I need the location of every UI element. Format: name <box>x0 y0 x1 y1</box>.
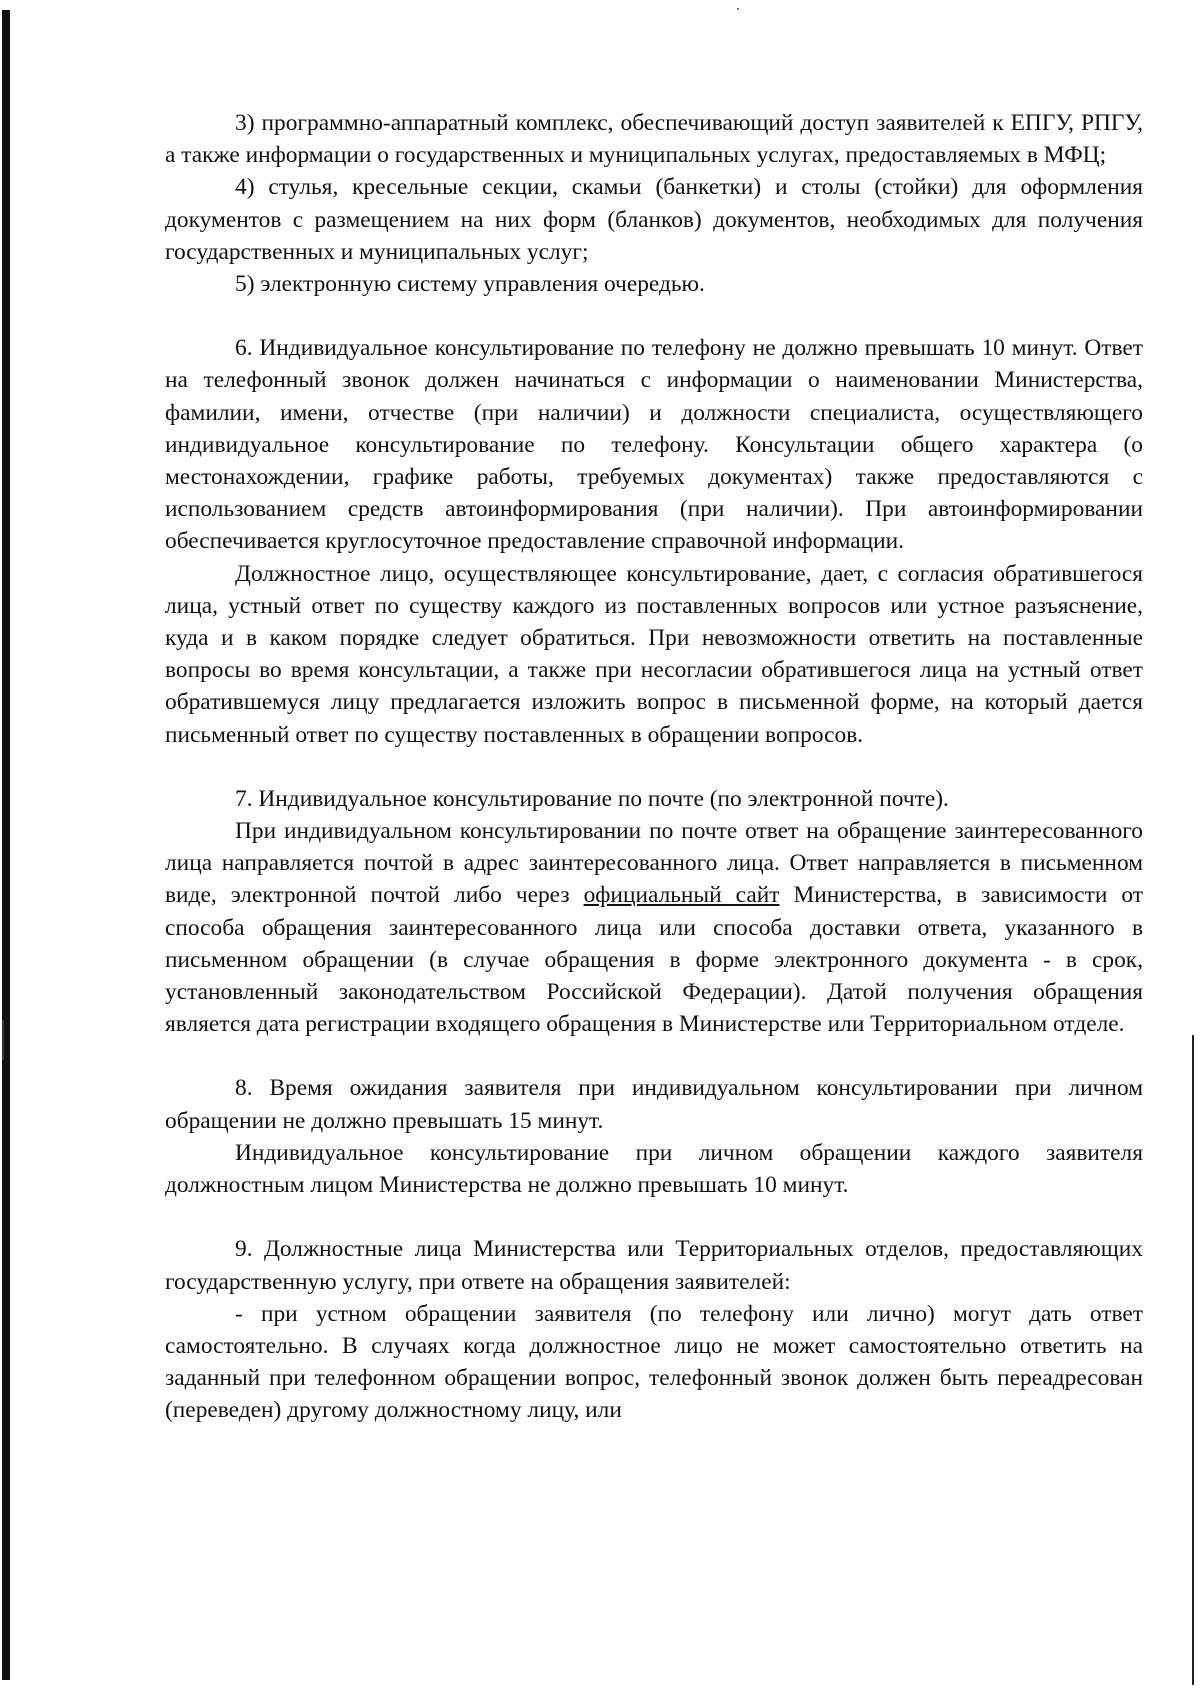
mail-text-after: Министерства, в зависимости от способа обращения заинтересованного лица или способа доставки ответа, указанного в письменном обращении (в случае обращения в форме электронного документа - в срок, установленный законодательством Российской Федерации). Датой получения обращения является дата регистрации входящего обращения в Министерстве или Территориальном отделе. <box>165 882 1143 1038</box>
scan-edge-shadow-left <box>2 10 10 1680</box>
scan-edge-mark-left <box>2 1020 4 1060</box>
paragraph-item-5: 5) электронную систему управления очередью. <box>235 271 705 298</box>
paragraph-item-4: 4) стулья, кресельные секции, скамьи (банкетки) и столы (стойки) для оформления документов с размещением на них форм (бланков) документов, необходимых для получения государственных и муниципальных услуг; <box>165 174 1143 265</box>
paragraph-section-7: 7. Индивидуальное консультирование по почте (по электронной почте). <box>235 785 949 812</box>
paragraph-section-9: 9. Должностные лица Министерства или Территориальных отделов, предоставляющих государственную услугу, при ответе на обращения заявителей: <box>165 1236 1143 1295</box>
scan-edge-mark-right <box>1192 1035 1194 1685</box>
paragraph-mail-consultation <box>165 815 1143 1040</box>
paragraph-section-8: 8. Время ожидания заявителя при индивидуальном консультировании при личном обращении не должно превышать 15 минут. <box>165 1075 1143 1134</box>
scan-speck <box>737 8 739 10</box>
paragraph-section-6: 6. Индивидуальное консультирование по телефону не должно превышать 10 минут. Ответ на телефонный звонок должен начинаться с информации о наименовании Министерства, фамилии, имени, отчестве (при наличии) и должности специалиста, осуществляющего индивидуальное консультирование по телефону. Консультации общего характера (о местонахождении, графике работы, требуемых документах) также предоставляются с использованием средств автоинформирования (при наличии). При автоинформировании обеспечивается круглосуточное предоставление справочной информации. <box>165 335 1143 555</box>
paragraph-personal-consultation: Индивидуальное консультирование при личном обращении каждого заявителя должностным лицом Министерства не должно превышать 10 минут. <box>165 1139 1143 1199</box>
official-site-link[interactable]: официальный сайт <box>583 882 780 909</box>
paragraph-oral-request: - при устном обращении заявителя (по телефону или лично) могут дать ответ самостоятельно. В случаях когда должностное лицо не может самостоятельно ответить на заданный при телефонном обращении вопрос, телефонный звонок должен быть переадресован (переведен) другому должностному лицу, или <box>165 1300 1143 1424</box>
document-page <box>165 107 1143 1427</box>
mail-text-before: При индивидуальном консультировании по почте ответ на обращение заинтересованного лица направляется почтой в адрес заинтересованного лица. Ответ направляется в письменном виде, электронной почтой либо через <box>165 818 1143 909</box>
paragraph-item-3: 3) программно-аппаратный комплекс, обеспечивающий доступ заявителей к ЕПГУ, РПГУ, а также информации о государственных и муниципальных услугах, предоставляемых в МФЦ; <box>165 110 1143 169</box>
paragraph-official-answer: Должностное лицо, осуществляющее консультирование, дает, с согласия обратившегося лица, устный ответ по существу каждого из поставленных вопросов или устное разъяснение, куда и в каком порядке следует обратиться. При невозможности ответить на поставленные вопросы во время консультации, а также при несогласии обратившегося лица на устный ответ обратившемуся лицу предлагается изложить вопрос в письменной форме, на который дается письменный ответ по существу поставленных в обращении вопросов. <box>165 560 1143 748</box>
